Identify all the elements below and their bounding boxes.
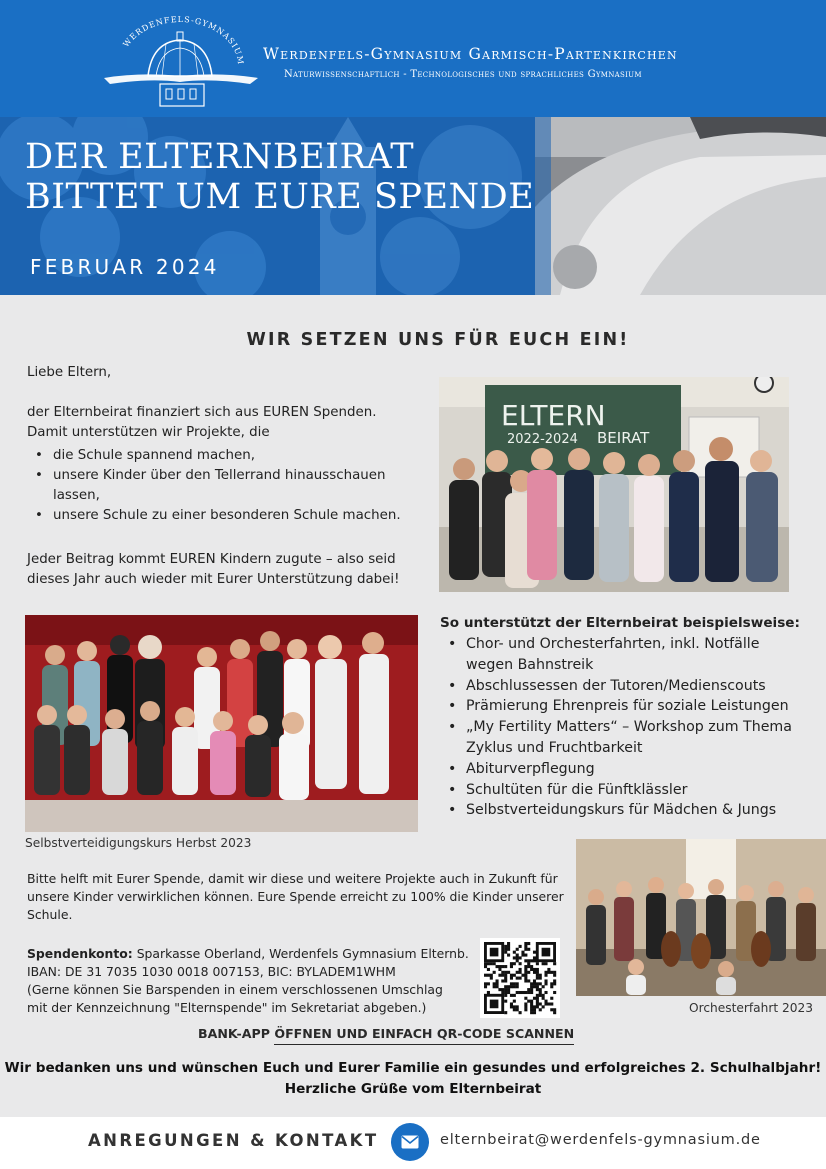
cash-note-line-2: mit der Kennzeichnung "Elternspende" im Sekretariat abgeben.) bbox=[27, 1000, 427, 1015]
appeal-text: Bitte helft mit Eurer Spende, damit wir diese und weitere Projekte auch in Zukunft für unsere Kinder verwirklichen können. Eure Spende erreicht zu 100% die Kinder unserer Schule. bbox=[27, 871, 564, 922]
elternbeirat-group-photo bbox=[439, 377, 789, 592]
caption-selfdefense: Selbstverteidigungskurs Herbst 2023 bbox=[25, 836, 252, 850]
closing-line-2: dieses Jahr auch wieder mit Eurer Unterstützung dabei! bbox=[27, 572, 400, 587]
selfdefense-group-photo bbox=[25, 615, 418, 832]
closing-text bbox=[27, 550, 427, 590]
svg-text:WERDENFELS-GYMNASIUM: WERDENFELS-GYMNASIUM bbox=[121, 14, 246, 66]
svg-text:BEIRAT: BEIRAT bbox=[597, 429, 650, 447]
hero-title bbox=[25, 137, 534, 217]
hero-title-line-2: BITTET UM EURE SPENDE bbox=[25, 177, 535, 217]
svg-text:ELTERN: ELTERN bbox=[501, 399, 606, 432]
support-heading: So unterstützt der Elternbeirat beispielsweise: bbox=[440, 615, 800, 631]
orchestra-group-photo bbox=[576, 839, 826, 996]
account-label: Spendenkonto: bbox=[27, 946, 133, 961]
contact-email-link[interactable]: elternbeirat@werdenfels-gymnasium.de bbox=[440, 1132, 761, 1148]
school-logo bbox=[100, 14, 260, 110]
intro-bullet: • unsere Kinder über den Tellerrand hinausschauen lassen, bbox=[27, 466, 412, 506]
intro-bullet: • die Schule spannend machen, bbox=[27, 446, 412, 466]
support-item: • Abschlussessen der Tutoren/Medienscouts bbox=[440, 676, 795, 697]
svg-text:2022-2024: 2022-2024 bbox=[507, 432, 578, 447]
greeting: Liebe Eltern, bbox=[27, 365, 112, 380]
support-list bbox=[440, 634, 795, 821]
thanks-line-1: Wir bedanken uns und wünschen Euch und Eurer Familie ein gesundes und erfolgreiches 2. Schulhalbjahr! bbox=[4, 1060, 822, 1076]
support-item: • „My Fertility Matters“ – Workshop zum Thema Zyklus und Fruchtbarkeit bbox=[440, 717, 795, 759]
support-item: • Prämierung Ehrenpreis für soziale Leistungen bbox=[440, 696, 795, 717]
contact-label: ANREGUNGEN & KONTAKT bbox=[88, 1131, 379, 1150]
intro-line-1: der Elternbeirat finanziert sich aus EUREN Spenden. bbox=[27, 405, 377, 420]
hero-banner bbox=[0, 117, 826, 295]
closing-line-1: Jeder Beitrag kommt EUREN Kindern zugute – also seid bbox=[27, 552, 396, 567]
intro-text bbox=[27, 403, 427, 443]
support-item: • Chor- und Orchesterfahrten, inkl. Notfälle wegen Bahnstreik bbox=[440, 634, 795, 676]
footer-bar bbox=[0, 1117, 826, 1169]
bank-app-instruction bbox=[198, 1026, 574, 1041]
thanks-line-2: Herzliche Grüße vom Elternbeirat bbox=[284, 1081, 542, 1097]
iban-line: IBAN: DE 31 7035 1030 0018 007153, BIC: BYLADEM1WHM bbox=[27, 964, 396, 979]
header-band bbox=[0, 0, 826, 117]
bank-app-text-1: BANK-APP bbox=[198, 1026, 275, 1041]
support-item: • Abiturverpflegung bbox=[440, 759, 795, 780]
account-line bbox=[27, 945, 477, 963]
donation-qr-code[interactable] bbox=[480, 938, 560, 1018]
bank-details bbox=[27, 945, 477, 1017]
hero-date: FEBRUAR 2024 bbox=[30, 255, 220, 279]
support-item: • Schultüten für die Fünftklässler bbox=[440, 780, 795, 801]
school-name: Werdenfels-Gymnasium Garmisch-Partenkirchen bbox=[263, 45, 678, 63]
intro-bullet-list bbox=[27, 446, 412, 526]
intro-bullet: • unsere Schule zu einer besonderen Schule machen. bbox=[27, 506, 412, 526]
support-item: • Selbstverteidungskurs für Mädchen & Jungs bbox=[440, 800, 795, 821]
school-subtitle: Naturwissenschaftlich - Technologisches und sprachliches Gymnasium bbox=[284, 69, 642, 80]
thanks-block bbox=[0, 1058, 826, 1100]
bank-app-text-2: ÖFFNEN UND EINFACH QR-CODE SCANNEN bbox=[274, 1026, 574, 1045]
account-text: Sparkasse Oberland, Werdenfels Gymnasium Elternb. bbox=[132, 946, 469, 961]
mail-icon[interactable] bbox=[391, 1123, 429, 1161]
cash-note-line-1: (Gerne können Sie Barspenden in einem verschlossenen Umschlag bbox=[27, 982, 443, 997]
intro-line-2: Damit unterstützen wir Projekte, die bbox=[27, 425, 270, 440]
section-headline: WIR SETZEN UNS FÜR EUCH EIN! bbox=[246, 330, 630, 350]
hero-title-line-1: DER ELTERNBEIRAT bbox=[25, 137, 415, 177]
caption-orchestra: Orchesterfahrt 2023 bbox=[689, 1001, 814, 1015]
